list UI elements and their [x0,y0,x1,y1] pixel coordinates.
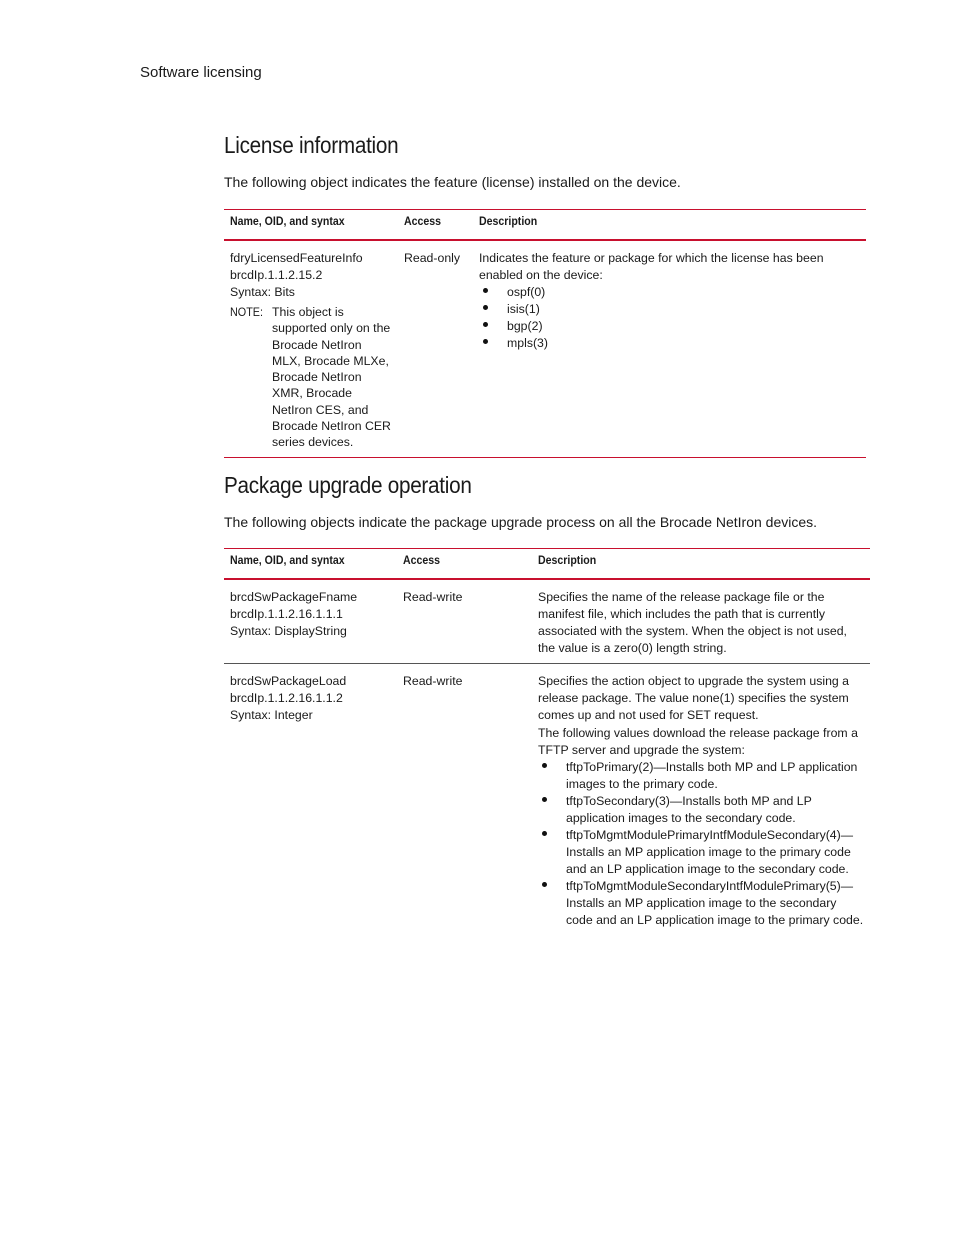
object-name: brcdSwPackageLoad [230,674,347,688]
license-table [224,209,866,458]
description-text: Specifies the action object to upgrade the system using a release package. The value none(1) specifies the system comes up and not used for SET request. [538,674,850,722]
bullet-icon [479,284,507,301]
object-oid: brcdIp.1.1.2.15.2 [230,268,323,282]
access-cell: Read-write [397,579,532,664]
table-row [224,664,870,936]
running-header: Software licensing [140,64,262,81]
column-header-access: Access [397,549,532,580]
description-cell [532,579,870,664]
column-header-name: Name, OID, and syntax [224,210,398,241]
description-cell [473,240,866,457]
list-item: tftpToMgmtModuleSecondaryIntfModulePrimary(5)—Installs an MP application image to the secondary code and an LP application image to the primary code. [538,878,864,929]
object-oid: brcdIp.1.1.2.16.1.1.1 [230,607,343,621]
table-header-row [224,210,866,241]
object-name: fdryLicensedFeatureInfo [230,251,363,265]
bullet-icon [479,318,507,335]
description-cell [532,664,870,936]
bullet-icon [479,301,507,318]
note-block [230,304,392,451]
list-item: ospf(0) [479,284,860,301]
package-intro: The following objects indicate the package upgrade process on all the Brocade NetIron devices. [224,514,818,530]
bullet-icon [538,827,566,878]
access-cell: Read-write [403,674,463,688]
note-label: NOTE: [230,305,264,319]
list-item: tftpToPrimary(2)—Installs both MP and LP application images to the primary code. [538,759,864,793]
object-syntax: Syntax: Integer [230,708,313,722]
object-cell [224,579,397,664]
note-text: This object is supported only on the Brocade NetIron MLX, Brocade MLXe, Brocade NetIron XMR, Brocade NetIron CES, and Brocade NetIron CER series devices. [272,305,391,450]
description-text: Indicates the feature or package for which the license has been enabled on the device: [479,251,824,282]
description-text: Specifies the name of the release package file or the manifest file, which includes the path that is currently associated with the system. When the object is not used, the value is a zero(0) length string. [538,590,847,655]
column-header-name: Name, OID, and syntax [224,549,397,580]
package-section-title: Package upgrade operation [224,472,472,498]
description-text-2: The following values download the release package from a TFTP server and upgrade the system: [538,726,858,757]
object-name: brcdSwPackageFname [230,590,358,604]
bullet-icon [479,335,507,352]
list-item: mpls(3) [479,335,860,352]
object-cell [224,664,397,936]
bullet-icon [538,878,566,929]
list-item: isis(1) [479,301,860,318]
column-header-description: Description [473,210,866,241]
table-row [224,240,866,457]
table-row [224,579,870,664]
feature-list [479,284,860,352]
bullet-icon [538,759,566,793]
license-section-title: License information [224,132,399,158]
list-item: tftpToSecondary(3)—Installs both MP and LP application images to the secondary code. [538,793,864,827]
bullet-icon [538,793,566,827]
table-header-row [224,549,870,580]
column-header-description: Description [532,549,870,580]
access-cell: Read-only [398,240,473,457]
list-item: bgp(2) [479,318,860,335]
object-oid: brcdIp.1.1.2.16.1.1.2 [230,691,343,705]
object-cell [224,240,398,457]
object-syntax: Syntax: Bits [230,285,295,299]
upgrade-value-list [538,759,864,929]
list-item: tftpToMgmtModulePrimaryIntfModuleSecondary(4)—Installs an MP application image to the primary code and an LP application image to the secondary code. [538,827,864,878]
license-intro: The following object indicates the feature (license) installed on the device. [224,174,681,190]
package-table [224,548,870,935]
column-header-access: Access [398,210,473,241]
object-syntax: Syntax: DisplayString [230,624,347,638]
